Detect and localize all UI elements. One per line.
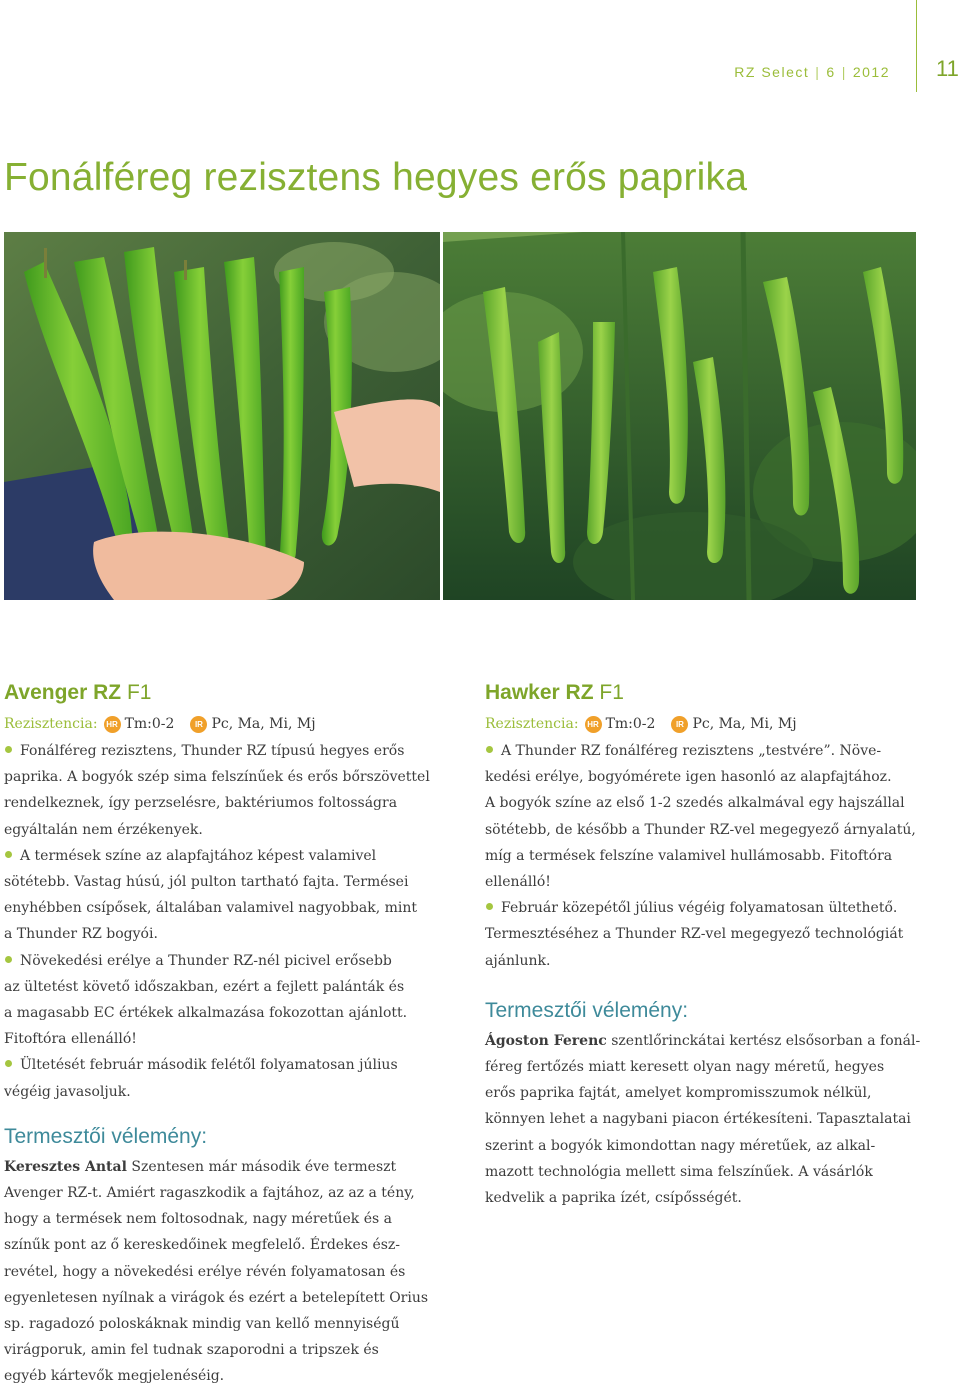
header-divider [916,0,917,92]
grower-name: Ágoston Ferenc [485,1032,607,1049]
grower-opinion: Ágoston Ferenc szentlőrinckátai kertész elsősorban a fonál- féreg fertőzés miatt keresett olyan nagy méretű, hegyes erős paprika fajtát, amelyet kompromisszumok nélkül, könnyen lehet a nagybani piacon értékesíteni. Tapasztalatai szerint a bogyók kimondottan nagy méretűek, az alkal- mazott technológia mellett sima felszínűek. A vásárlók kedvelik a paprika ízét, csípősségét. [485,1032,921,1207]
magazine-name: RZ Select [734,64,810,80]
issue-number: 6 [826,64,836,80]
variety-title: Hawker RZ F1 [485,681,624,704]
issue-year: 2012 [852,64,890,80]
bullet-icon [5,1060,12,1067]
ir-badge-icon: IR [671,716,688,733]
page-title: Fonálféreg rezisztens hegyes erős paprika [4,156,748,199]
bullet-icon [5,851,12,858]
bullet-icon [5,956,12,963]
variety-description: A Thunder RZ fonálféreg rezisztens „testvére”. Növe- kedési erélye, bogyómérete igen hasonló az alapfajtához. A bogyók színe az első 1-2 szedés alkalmával egy hajszállal sötétebb, de később a Thunder RZ-vel megegyező árnyalatú, míg a termések felszíne valamivel hullámosabb. Fitoftóra ellenálló! Február közepétől július végéig folyamatosan ültethető. Termesztéséhez a Thunder RZ-vel megegyező technológiát ajánlunk. [485,743,916,969]
variety-description: Fonálféreg rezisztens, Thunder RZ típusú hegyes erős paprika. A bogyók szép sima felszínűek és erős bőrszövettel rendelkeznek, így perzselésre, baktériumos foltosságra egyáltalán nem érzékenyek. A termések színe az alapfajtához képest valamivel sötétebb. Vastag húsú, jól pulton tartható fajta. Termései enyhébben csípősek, általában valamivel nagyobbak, mint a Thunder RZ bogyói. Növekedési erélye a Thunder RZ-nél picivel erősebb az ültetést követő időszakban, ezért a fejlett palánták és a magasabb EC értékek alkalmazása fokozottan ajánlott. Fitoftóra ellenálló! Ültetését február második felétől folyamatosan július végéig javasoljuk. [4,743,430,1100]
issue-info: RZ Select | 6 | 2012 [734,64,890,80]
resistance-line: Rezisztencia: HR Tm:0-2 IR Pc, Ma, Mi, Mj [4,716,316,732]
photo-peppers-in-hands [4,232,440,600]
resistance-line: Rezisztencia: HR Tm:0-2 IR Pc, Ma, Mi, Mj [485,716,797,732]
page-header [0,0,960,90]
variety-title: Avenger RZ F1 [4,681,152,704]
photo-peppers-on-plant [443,232,916,600]
hr-badge-icon: HR [585,716,602,733]
grower-opinion-heading: Termesztői vélemény: [485,998,689,1022]
bullet-icon [5,746,12,753]
page-number: 11 [936,56,959,81]
variety-avenger [4,678,444,1388]
ir-badge-icon: IR [190,716,207,733]
bullet-icon [486,903,493,910]
grower-name: Keresztes Antal [4,1158,127,1175]
bullet-icon [486,746,493,753]
grower-opinion: Keresztes Antal Szentesen már második éve termeszt Avenger RZ-t. Amiért ragaszkodik a fajtához, az az a tény, hogy a termések nem foltosodnak, nagy méretűek és a színűk pont az ő kereskedőinek megfelelő. Érdekes ész- revétel, hogy a növekedési erélye révén folyamatosan és egyenletesen nyílnak a virágok és ezért a betelepített Orius sp. ragadozó poloskáknak mindig van kellő mennyiségű virágporuk, amin fel tudnak szaporodni a tripszek és egyéb kártevők megjelenéséig. [4,1158,429,1385]
variety-hawker [485,678,925,1211]
grower-opinion-heading: Termesztői vélemény: [4,1124,208,1148]
hr-badge-icon: HR [104,716,121,733]
